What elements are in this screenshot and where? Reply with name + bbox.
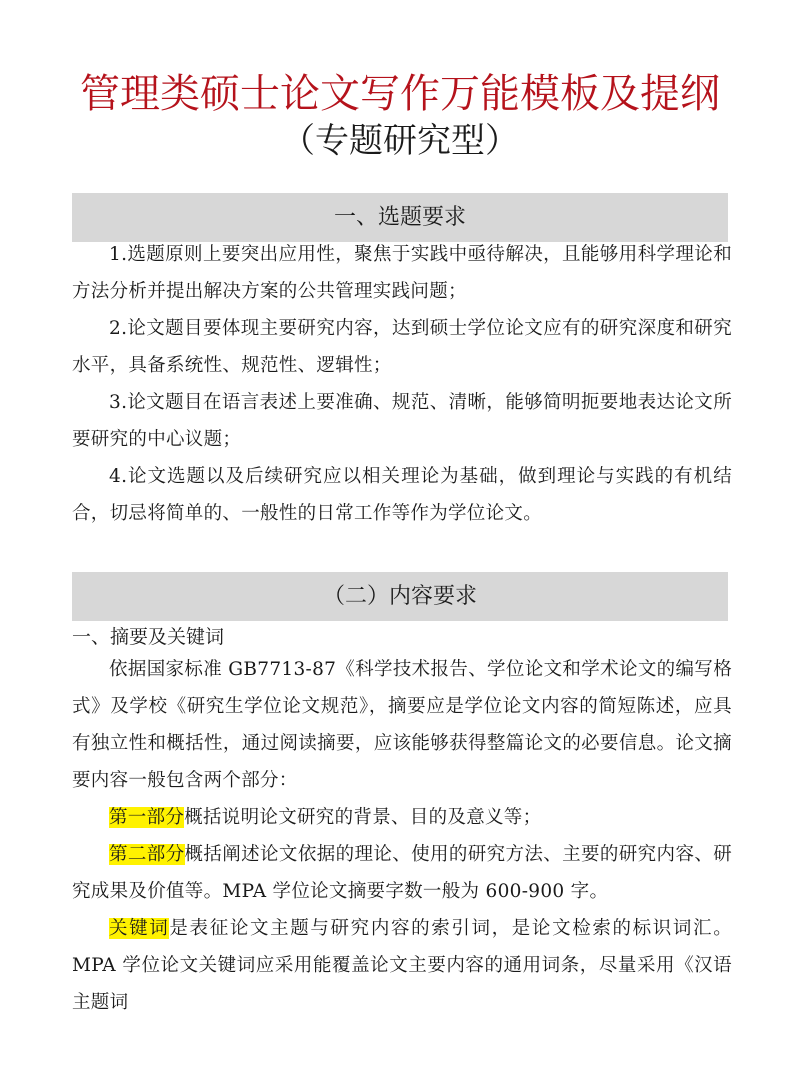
highlight-keywords-label: 关键词 — [109, 918, 170, 939]
highlight-part-two-label: 第二部分 — [109, 844, 185, 865]
section-heading-topic-requirements: 一、选题要求 — [72, 193, 728, 242]
part-two-text: 概括阐述论文依据的理论、使用的研究方法、主要的研究内容、研究成果及价值等。MPA 学位论文摘要字数一般为 600-900 字。 — [72, 844, 733, 902]
abstract-part-one — [72, 799, 732, 836]
subheading-abstract-keywords: 一、摘要及关键词 — [72, 626, 225, 648]
keywords-paragraph — [72, 910, 732, 1021]
part-one-text: 概括说明论文研究的背景、目的及意义等； — [184, 807, 542, 828]
highlight-part-one-label: 第一部分 — [109, 807, 185, 828]
section-heading-content-requirements: （二）内容要求 — [72, 572, 728, 621]
keywords-text: 是表征论文主题与研究内容的索引词，是论文检索的标识词汇。MPA 学位论文关键词应采用能覆盖论文主要内容的通用词条，尽量采用《汉语主题词 — [72, 918, 732, 1013]
document-subtitle: （专题研究型） — [281, 121, 519, 161]
abstract-part-two — [72, 836, 732, 910]
topic-requirement-4: 4.论文选题以及后续研究应以相关理论为基础，做到理论与实践的有机结合，切忌将简单的、一般性的日常工作等作为学位论文。 — [72, 466, 732, 524]
topic-requirement-2: 2.论文题目要体现主要研究内容，达到硕士学位论文应有的研究深度和研究水平，具备系统性、规范性、逻辑性； — [72, 318, 732, 376]
topic-requirement-1: 1.选题原则上要突出应用性，聚焦于实践中亟待解决，且能够用科学理论和方法分析并提出解决方案的公共管理实践问题； — [72, 244, 732, 302]
abstract-intro-paragraph: 依据国家标准 GB7713-87《科学技术报告、学位论文和学术论文的编写格式》及学校《研究生学位论文规范》，摘要应是学位论文内容的简短陈述，应具有独立性和概括性，通过阅读摘要，应该能够获得整篇论文的必要信息。论文摘要内容一般包含两个部分： — [72, 659, 732, 791]
document-title: 管理类硕士论文写作万能模板及提纲 — [80, 71, 720, 117]
topic-requirement-3: 3.论文题目在语言表述上要准确、规范、清晰，能够简明扼要地表达论文所要研究的中心议题； — [72, 392, 732, 450]
